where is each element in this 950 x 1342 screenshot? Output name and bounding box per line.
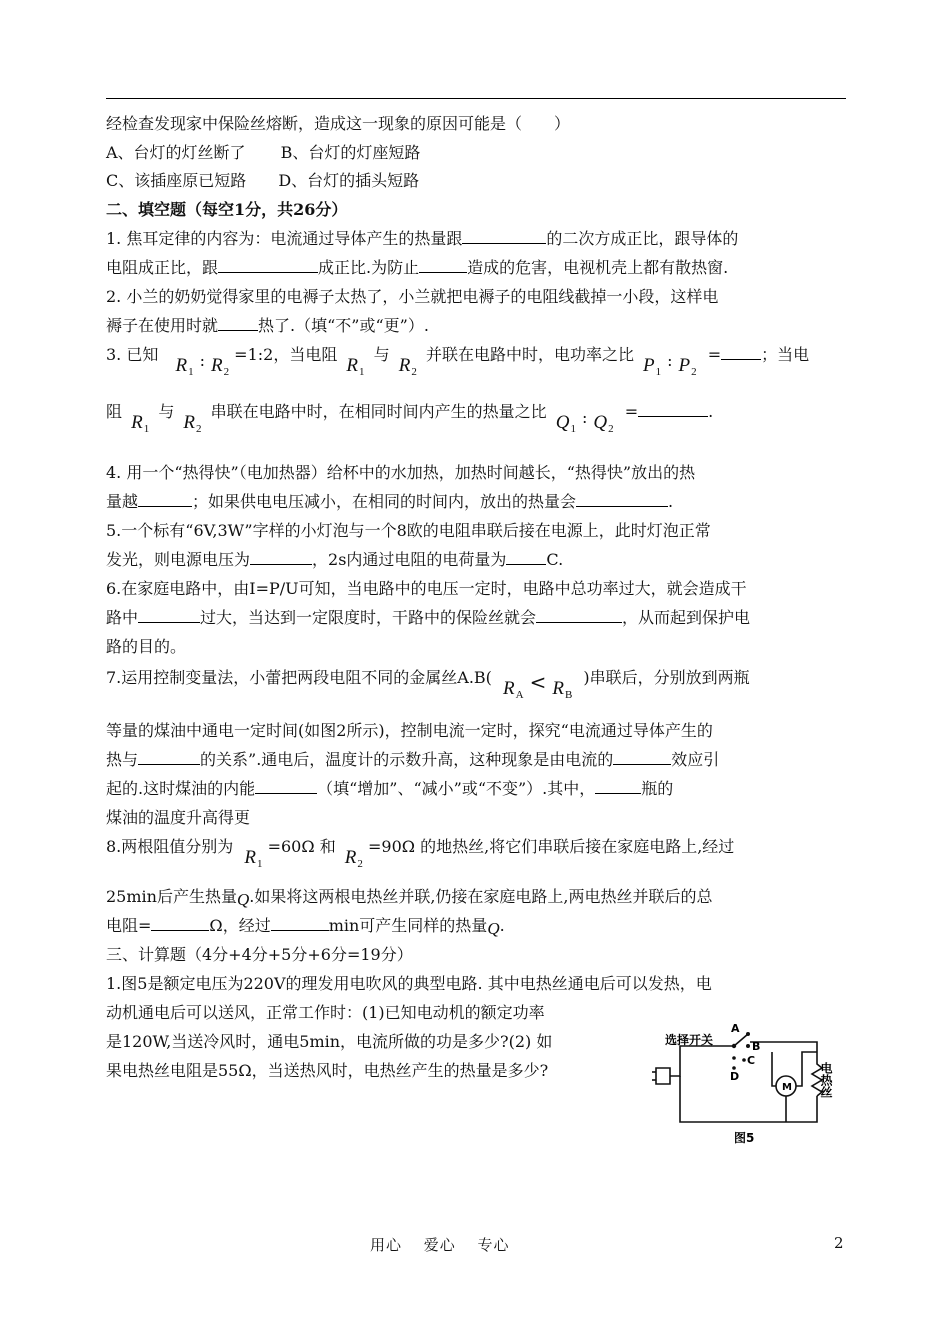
answer-blank[interactable]: [271, 916, 329, 931]
answer-blank[interactable]: [138, 750, 200, 765]
symbol-r1: $R_1$: [346, 355, 365, 378]
header-rule: [106, 98, 846, 99]
symbol-ra: $R_A$: [503, 678, 524, 701]
symbol-r2: $R_2$: [183, 412, 202, 435]
answer-blank[interactable]: [218, 316, 258, 331]
symbol-r2: $R_2$: [210, 355, 230, 378]
q4-line-1: 4. 用一个“热得快”（电加热器）给杯中的水加热，加热时间越长，“热得快”放出的热: [106, 463, 696, 482]
q7-line-1: 7.运用控制变量法，小蕾把两段电阻不同的金属丝A.B( $R_A< R_B$ )串联后，分别放到两瓶: [106, 668, 750, 701]
plug-icon: [656, 1068, 670, 1084]
calc1-line-3: 是120W,当送冷风时，通电5min，电流所做的功是多少?(2) 如: [106, 1032, 553, 1051]
q7-line-3: 热与 的关系”.通电后，温度计的示数升高，这种现象是由电流的 效应引: [106, 750, 720, 769]
symbol-r1: $R_1$: [244, 847, 263, 870]
symbol-r2: $R_2$: [398, 355, 417, 378]
q7-line-5: 煤油的温度升高得更: [106, 808, 251, 827]
answer-blank[interactable]: [151, 916, 209, 931]
contact-c-label: C: [747, 1054, 756, 1067]
answer-blank[interactable]: [506, 550, 546, 565]
symbol-r1: $R_1$: [131, 412, 150, 435]
answer-blank[interactable]: [250, 550, 312, 565]
q1-line-1: 1. 焦耳定律的内容为：电流通过导体产生的热量跟 的二次方成正比，跟导体的: [106, 229, 739, 248]
q8-line-2: 25min后产生热量Q.如果将这两根电热丝并联,仍接在家庭电路上,两电热丝并联后的总: [106, 887, 713, 909]
answer-blank[interactable]: [138, 492, 192, 507]
answer-blank[interactable]: [138, 608, 200, 623]
symbol-rb: $R_B$: [552, 678, 573, 701]
q5-line-2: 发光，则电源电压为 ，2s内通过电阻的电荷量为 C.: [106, 550, 564, 569]
q4-line-2: 量越 ；如果供电电压减小，在相同的时间内，放出的热量会 .: [106, 492, 674, 511]
answer-blank[interactable]: [536, 608, 622, 623]
q8-line-1: 8.两根阻值分别为 $R_1 =60\Omega$ 和 $R_2 =90\Omega$ 的地热丝,将它们串联后接在家庭电路上,经过: [106, 837, 735, 870]
options-ab: [106, 143, 846, 163]
contact-a-label: A: [731, 1022, 740, 1035]
page-number: 2: [834, 1234, 844, 1252]
symbol-q2: $Q_2$: [593, 412, 614, 435]
answer-blank[interactable]: [419, 258, 467, 273]
symbol-p1: $P_1$: [643, 355, 662, 378]
option-d: D、台灯的插头短路: [278, 171, 420, 190]
answer-blank[interactable]: [613, 750, 671, 765]
answer-blank[interactable]: [218, 258, 318, 273]
q6-line-3: 路的目的。: [106, 637, 187, 656]
option-b: B、台灯的灯座短路: [280, 143, 421, 162]
symbol-q: Q: [236, 890, 250, 909]
calc1-line-4: 果电热丝电阻是55Ω，当送热风时，电热丝产生的热量是多少?: [106, 1061, 549, 1080]
answer-blank[interactable]: [255, 779, 317, 794]
switch-label: 选择开关: [665, 1033, 714, 1047]
q6-line-1: 6.在家庭电路中，由I=P/U可知，当电路中的电压一定时，电路中总功率过大，就会造成干: [106, 579, 747, 598]
answer-blank[interactable]: [576, 492, 668, 507]
symbol-q1: $Q_1$: [555, 412, 576, 435]
section-2-title: 二、填空题（每空1分，共26分）: [106, 200, 348, 219]
option-c: C、该插座原已短路: [106, 171, 247, 190]
figure-caption: 图5: [734, 1131, 755, 1145]
q7-line-2: 等量的煤油中通电一定时间(如图2所示)，控制电流一定时，探究“电流通过导体产生的: [106, 721, 713, 740]
contact-d-label: D: [730, 1070, 740, 1083]
heater-label: 电热丝: [819, 1062, 833, 1098]
circuit-figure-5: [652, 1022, 852, 1152]
q1-line-2: 电阻成正比，跟 成正比.为防止 造成的危害，电视机壳上都有散热窗.: [106, 258, 729, 277]
q3-line-1: 3. 已知 $R_1$: $R_2$ =1:2，当电阻 $R_1$ 与 $R_2$ 并联在电路中时，电功率之比 $P_1$: $P_2$ = ；当电: [106, 345, 810, 378]
q5-line-1: 5.一个标有“6V,3W”字样的小灯泡与一个8欧的电阻串联后接在电源上，此时灯泡正常: [106, 521, 711, 540]
q3-line-2: 阻 $R_1$ 与 $R_2$ 串联在电路中时，在相同时间内产生的热量之比 $Q_1$: $Q_2$ = .: [106, 402, 714, 435]
symbol-r1: $R_1$: [175, 355, 194, 378]
symbol-q: Q: [487, 919, 500, 938]
switch-blade: [734, 1034, 748, 1046]
option-a: A、台灯的灯丝断了: [106, 143, 246, 162]
footer-motto: 用心 爱心 专心: [370, 1236, 510, 1254]
options-cd: [106, 171, 846, 191]
q6-line-2: 路中 过大，当达到一定限度时，干路中的保险丝就会 ，从而起到保护电: [106, 608, 751, 627]
answer-blank[interactable]: [595, 779, 641, 794]
motor-label: M: [782, 1082, 792, 1093]
q7-line-4: 起的.这时煤油的内能 （填“增加”、“减小”或“不变”）.其中， 瓶的: [106, 779, 674, 798]
contact-b-label: B: [752, 1040, 761, 1053]
answer-blank[interactable]: [638, 402, 708, 417]
q2-line-2: 褥子在使用时就 热了.（填“不”或“更”）.: [106, 316, 429, 335]
q2-line-1: 2. 小兰的奶奶觉得家里的电褥子太热了，小兰就把电褥子的电阻线截掉一小段，这样电: [106, 287, 719, 306]
question-intro: 经检查发现家中保险丝熔断，造成这一现象的原因可能是（ ）: [106, 114, 571, 133]
symbol-r2: $R_2$: [344, 847, 363, 870]
answer-blank[interactable]: [462, 229, 546, 244]
section-3-title: 三、计算题（4分+4分+5分+6分=19分）: [106, 945, 413, 964]
calc1-line-2: 动机通电后可以送风，正常工作时：(1)已知电动机的额定功率: [106, 1003, 545, 1022]
answer-blank[interactable]: [721, 345, 761, 360]
q8-line-3: 电阻= Ω，经过 min可产生同样的热量Q.: [106, 916, 505, 938]
symbol-p2: $P_2$: [678, 355, 697, 378]
calc1-line-1: 1.图5是额定电压为220V的理发用电吹风的典型电路. 其中电热丝通电后可以发热，电: [106, 974, 712, 993]
